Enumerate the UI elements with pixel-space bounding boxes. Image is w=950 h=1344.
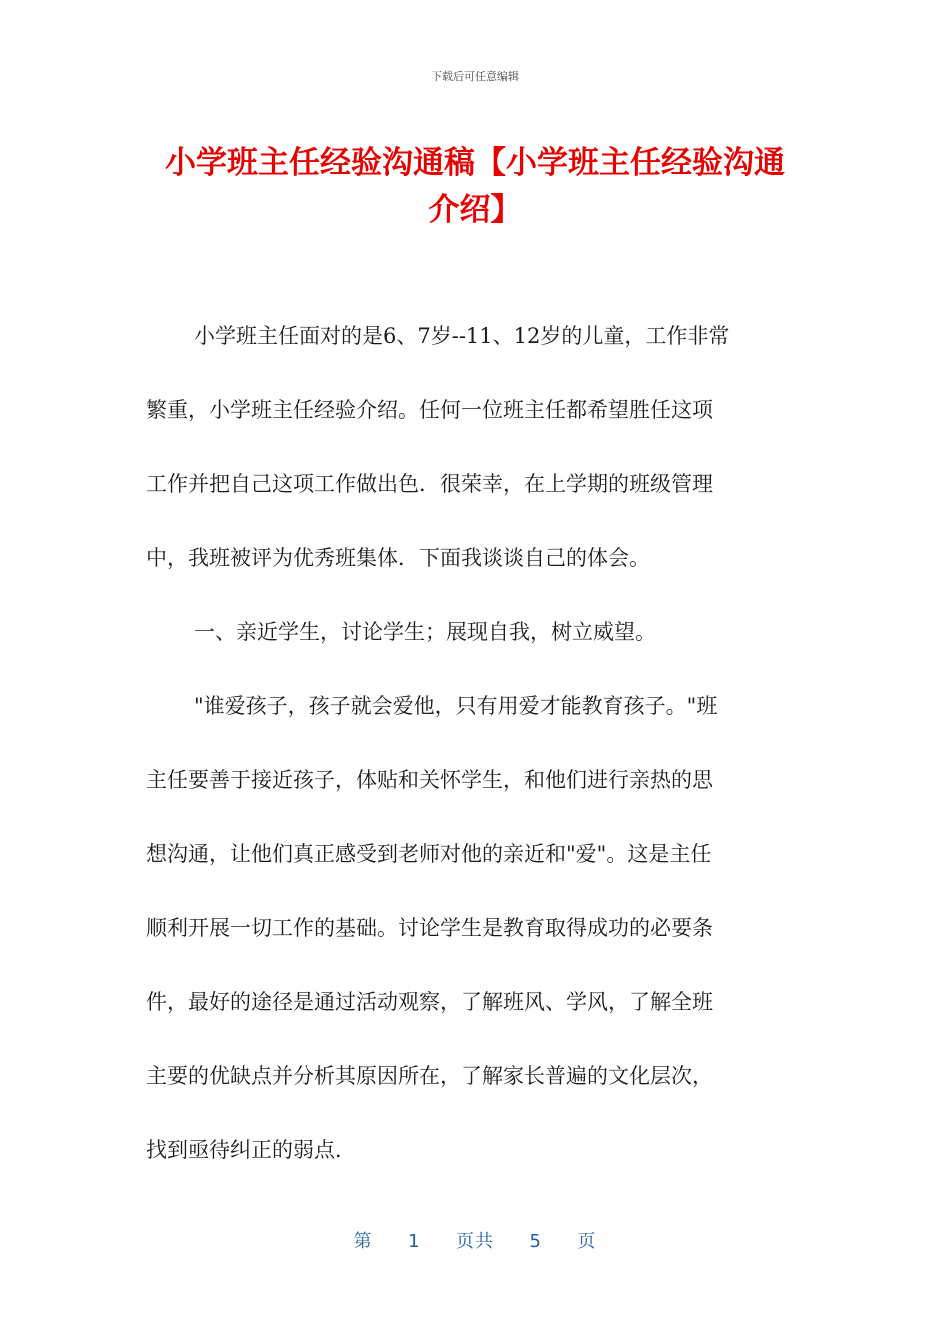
paragraph-3-line-4: 顺利开展一切工作的基础。讨论学生是教育取得成功的必要条 — [146, 916, 713, 940]
paragraph-3-line-3: 想沟通，让他们真正感受到老师对他的亲近和"爱"。这是主任 — [146, 842, 712, 866]
section-heading-1: 一、亲近学生，讨论学生；展现自我，树立威望。 — [194, 620, 656, 644]
page-footer — [0, 1227, 950, 1253]
paragraph-3-line-6: 主要的优缺点并分析其原因所在，了解家长普遍的文化层次， — [146, 1064, 713, 1088]
footer-total-pages: 5 — [529, 1231, 542, 1252]
paragraph-1-line-4: 中，我班被评为优秀班集体．下面我谈谈自己的体会。 — [146, 546, 650, 570]
header-note: 下载后可任意编辑 — [431, 70, 519, 83]
footer-page-number: 1 — [408, 1231, 421, 1252]
paragraph-3-line-1: "谁爱孩子，孩子就会爱他，只有用爱才能教育孩子。"班 — [194, 694, 718, 718]
document-title: 小学班主任经验沟通稿【小学班主任经验沟通介绍】 — [165, 145, 785, 228]
footer-page-suffix: 页 — [577, 1231, 597, 1252]
footer-page-mid: 页共 — [456, 1231, 494, 1252]
paragraph-1-line-1: 小学班主任面对的是6、7岁--11、12岁的儿童，工作非常 — [194, 324, 730, 348]
paragraph-3-line-7: 找到亟待纠正的弱点． — [146, 1138, 356, 1162]
paragraph-1-line-2: 繁重，小学班主任经验介绍。任何一位班主任都希望胜任这项 — [146, 398, 713, 422]
document-body — [146, 318, 804, 1206]
footer-page-prefix: 第 — [353, 1231, 373, 1252]
paragraph-3-line-2: 主任要善于接近孩子，体贴和关怀学生，和他们进行亲热的思 — [146, 768, 713, 792]
paragraph-1-line-3: 工作并把自己这项工作做出色．很荣幸，在上学期的班级管理 — [146, 472, 713, 496]
paragraph-3-line-5: 件，最好的途径是通过活动观察，了解班风、学风，了解全班 — [146, 990, 713, 1014]
